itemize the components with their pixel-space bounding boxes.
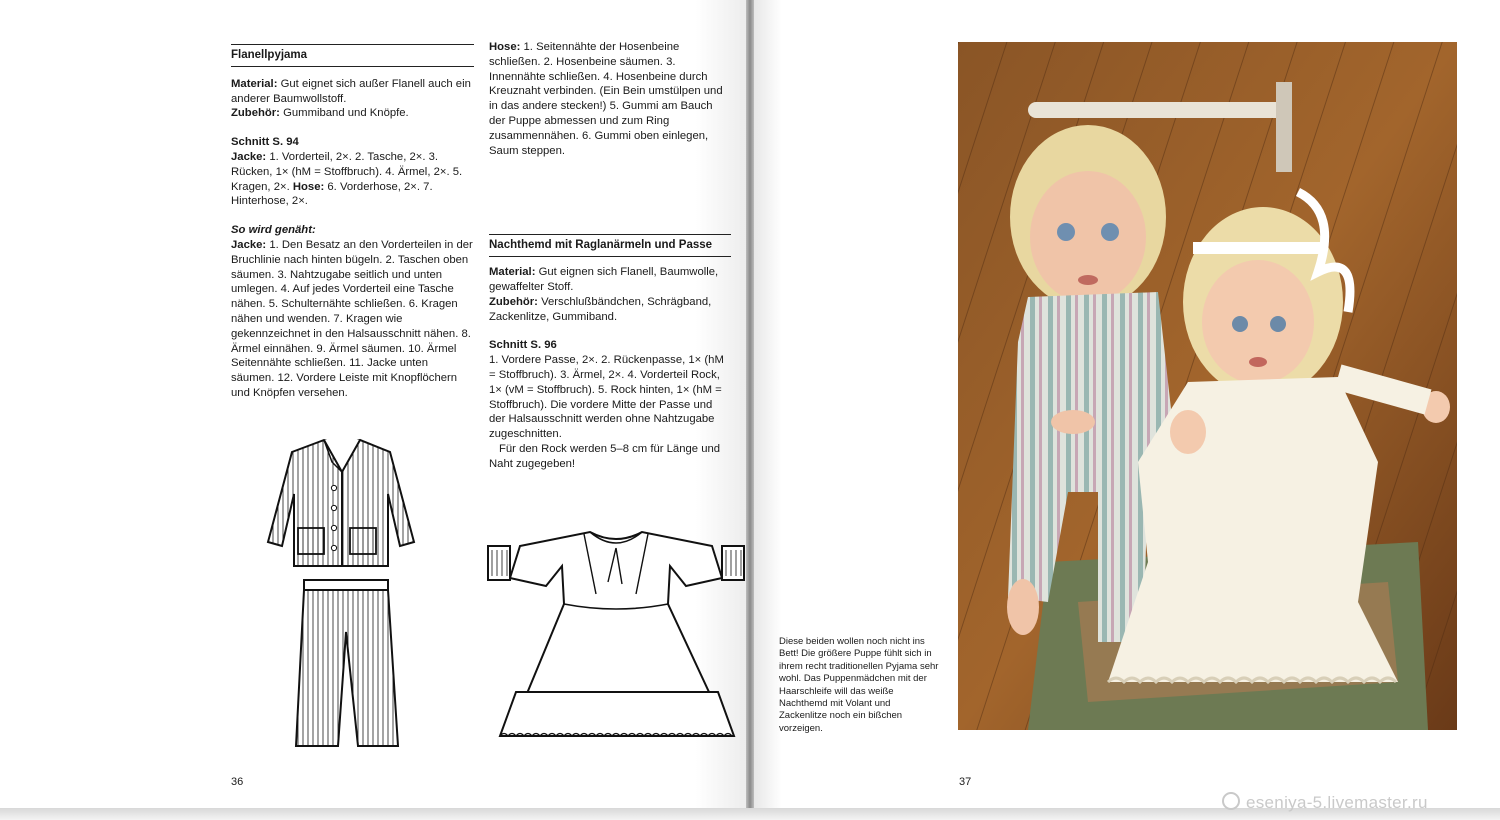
pyjama-material: Material: Gut eignet sich außer Flanell auch ein anderer Baumwollstoff.: [231, 77, 471, 105]
pyjama-zubehoer: Zubehör: Gummiband und Knöpfe.: [231, 107, 409, 120]
nightgown-pieces: 1. Vordere Passe, 2×. 2. Rückenpasse, 1× (hM = Stoffbruch). 3. Ärmel, 2×. 4. Vorderteil Rock, 1× (vM = Stoffbruch). 5. Rock hinten, 1× (hM = Stoffbruch). Die vordere Mitte der Passe und der Halsausschnitt werden ohne Nahtzugabe zugeschnitten.: [489, 354, 724, 441]
pyjama-heading: Flanellpyjama: [231, 44, 474, 67]
dolls-photo-image: [958, 42, 1457, 730]
dolls-photo: [958, 42, 1457, 730]
sewing-heading: So wird genäht:: [231, 224, 316, 237]
nightgown-schnitt-heading: Schnitt S. 96: [489, 339, 557, 352]
watermark-logo-icon: [1222, 792, 1240, 810]
pyjama-instructions: [231, 44, 474, 401]
page-number-right: 37: [959, 776, 972, 788]
pyjama-illustration: [262, 432, 424, 750]
pyjama-schnitt-heading: Schnitt S. 94: [231, 136, 299, 149]
trousers-and-nightgown-instructions: [489, 40, 731, 472]
nightgown-heading: Nachthemd mit Raglanärmeln und Passe: [489, 234, 731, 257]
nightgown-material: Material: Gut eignen sich Flanell, Baumwolle, gewaffelter Stoff.: [489, 266, 719, 293]
page-number-left: 36: [231, 776, 244, 788]
nightgown-zubehoer: Zubehör: Verschlußbändchen, Schrägband, Zackenlitze, Gummiband.: [489, 295, 712, 323]
nightgown-illustration: [486, 524, 748, 742]
skirt-note: Für den Rock werden 5–8 cm für Länge und Naht zugegeben!: [489, 442, 721, 470]
jacket-sewing-steps: Jacke: 1. Den Besatz an den Vorderteilen in der Bruchlinie nach hinten bügeln. 2. Taschen oben säumen. 3. Nahtzugabe seitlich und unten umlegen. 4. Auf jedes Vorderteil eine Tasche nähen. 5. Schulternähte schließen. 6. Kragen nähen und wenden. 7. Kragen wie gekennzeichnet in den Halsausschnitt nähen. 8. Ärmel einnähen. 9. Ärmel säumen. 10. Ärmel Seitennähte schließen. 11. Jacke unten säumen. 12. Vordere Leiste mit Knopflöchern und Knöpfen versehen.: [231, 238, 473, 399]
photo-caption: Diese beiden wollen noch nicht ins Bett! Die größere Puppe fühlt sich in ihrem recht traditionellen Pyjama sehr wohl. Das Puppenmädchen mit der Haarschleife will das weiße Nachthemd mit Volant und Zackenlitze noch ein bißchen vorzeigen.: [779, 636, 939, 734]
pyjama-pieces: Jacke: 1. Vorderteil, 2×. 2. Tasche, 2×. 3. Rücken, 1× (hM = Stoffbruch). 4. Ärmel, 2×. 5. Kragen, 2×. Hose: 6. Vorderhose, 2×. 7. Hinterhose, 2×.: [231, 150, 463, 208]
trousers-steps: Hose: 1. Seitennähte der Hosenbeine schließen. 2. Hosenbeine säumen. 3. Innennähte schließen. 4. Hosenbeine durch Kreuznaht verbinden. (Ein Bein umstülpen und in das andere stecken!) 5. Gummi am Bauch der Puppe abmessen und zum Ring zusammennähen. 6. Gummi oben einlegen, Saum steppen.: [489, 41, 723, 157]
watermark: eseniya-5.livemaster.ru: [1222, 792, 1428, 813]
